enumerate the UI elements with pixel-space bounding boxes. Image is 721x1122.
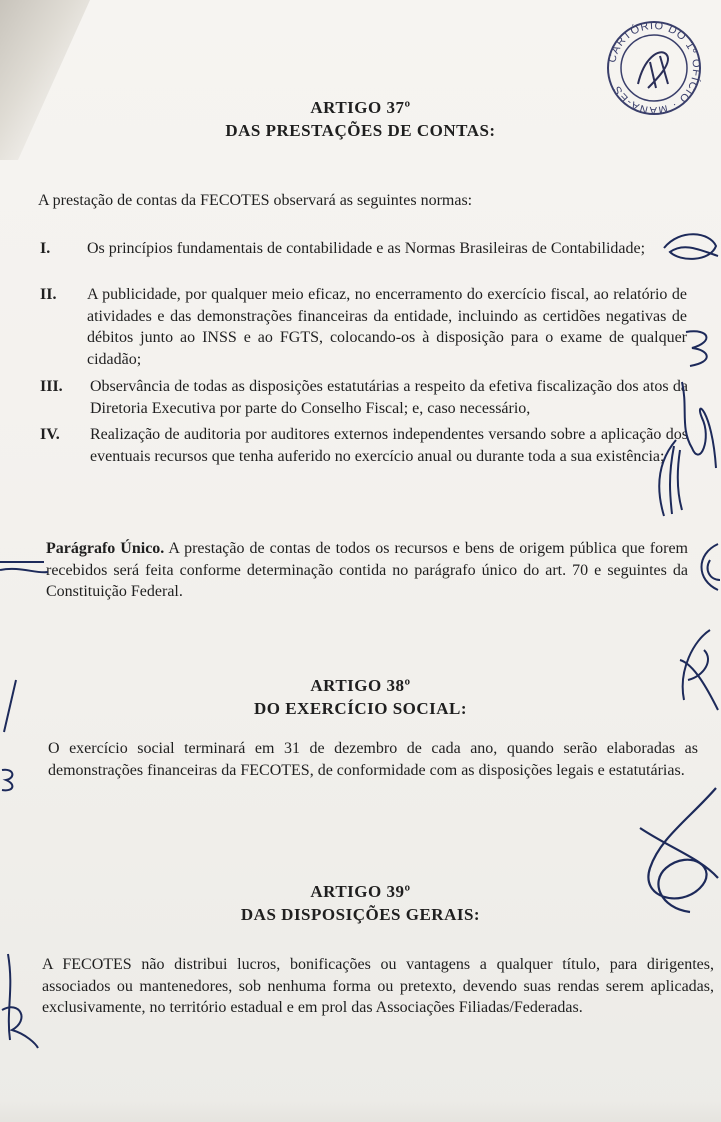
paragraph-text: A prestação de contas de todos os recursos e bens de origem pública que forem recebidos será feita conforme determinação contida no parágrafo único do art. 70 e seguintes da Constituição Federal.	[46, 540, 689, 600]
margin-signature	[690, 540, 721, 600]
page-bottom-shadow	[0, 1100, 721, 1122]
svg-text:CARTÓRIO DO 1º OFÍCIO · MANA-E: CARTÓRIO DO 1º OFÍCIO · MANA-ES	[606, 19, 703, 117]
article-38-subtitle: DO EXERCÍCIO SOCIAL:	[253, 699, 468, 718]
paragraph-label: Parágrafo Único.	[46, 540, 165, 557]
list-item-text: Os princípios fundamentais de contabilidade e as Normas Brasileiras de Contabilidade;	[87, 240, 646, 257]
list-item-number: I.	[40, 240, 51, 257]
article-38-heading	[0, 674, 721, 720]
margin-signature	[620, 778, 721, 918]
list-item	[40, 424, 688, 490]
article-39-text: A FECOTES não distribui lucros, bonificações ou vantagens a qualquer título, para dirigentes, associados ou mantenedores, sob nenhuma forma ou pretexto, devendo suas rendas serem aplicadas, exclusivamente, no território estadual e em prol das Associações Filiadas/Federadas.	[42, 956, 714, 1016]
list-item	[40, 238, 680, 282]
article-37-title: ARTIGO 37º	[310, 98, 411, 117]
margin-signature	[660, 228, 720, 268]
article-39-title: ARTIGO 39º	[310, 882, 411, 901]
article-37-intro: A prestação de contas da FECOTES observará as seguintes normas:	[38, 192, 473, 209]
article-37-heading	[0, 96, 721, 142]
list-item-number: II.	[40, 286, 57, 303]
list-item-text: Observância de todas as disposições estatutárias a respeito da efetiva fiscalização dos atos da Diretoria Executiva por parte do Conselho Fiscal; e, caso necessário,	[90, 378, 688, 417]
list-item-text: A publicidade, por qualquer meio eficaz, no encerramento do exercício fiscal, ao relatório de atividades e das demonstrações financeiras da entidade, incluindo as certidões negativas de débitos junto ao INSS e ao FGTS, colocando-os à disposição para o exame de qualquer cidadão;	[87, 286, 687, 368]
margin-signature	[0, 950, 40, 1050]
list-item-number: III.	[40, 378, 63, 395]
list-item	[40, 284, 688, 374]
list-item	[40, 376, 688, 420]
article-39-subtitle: DAS DISPOSIÇÕES GERAIS:	[240, 905, 481, 924]
article-38-text: O exercício social terminará em 31 de dezembro de cada ano, quando serão elaboradas as demonstrações financeiras da FECOTES, de conformidade com as disposições legais e estatutárias.	[48, 740, 698, 779]
paragraph-unico	[46, 538, 688, 603]
margin-signature	[0, 676, 20, 736]
article-39-heading	[0, 880, 721, 926]
article-38-title: ARTIGO 38º	[310, 676, 411, 695]
article-37-subtitle: DAS PRESTAÇÕES DE CONTAS:	[225, 121, 496, 140]
list-item-text: Realização de auditoria por auditores externos independentes versando sobre a aplicação dos eventuais recursos que tenha auferido no exercício anual ou durante toda a sua existência;	[90, 426, 688, 465]
margin-signature	[0, 764, 20, 794]
list-item-number: IV.	[40, 426, 60, 443]
margin-signature	[674, 620, 721, 716]
margin-signature	[650, 436, 690, 520]
margin-signature	[0, 552, 50, 582]
margin-signature	[680, 322, 720, 372]
